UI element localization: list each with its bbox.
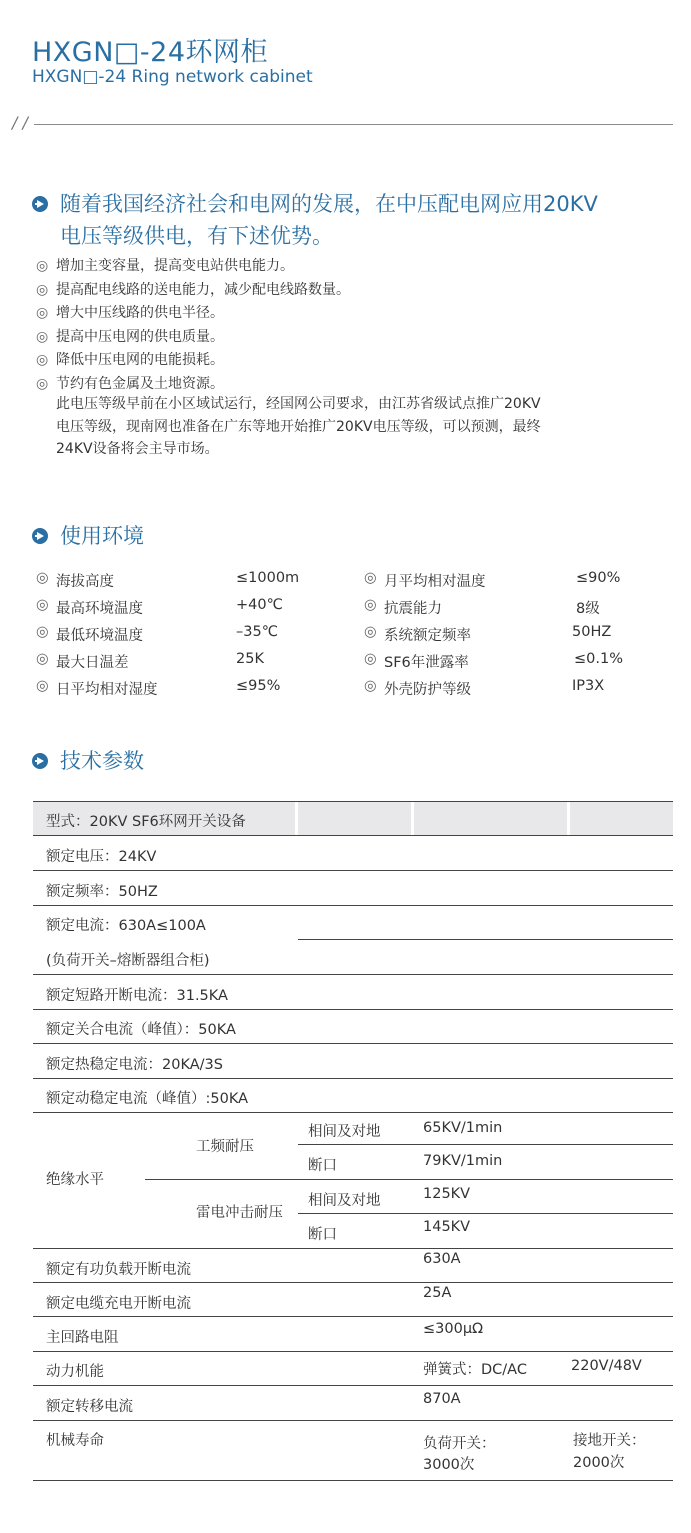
spec-earth-switch-label: 接地开关： [573,1433,646,1449]
row-divider [298,1213,673,1214]
spec-main-resistance-value: ≤300μΩ [423,1321,484,1337]
list-item: ◎ 提高中压电网的供电质量。 [36,326,350,350]
row-divider [298,939,673,940]
spec-rated-current: 额定电流：630A≤100A [46,918,206,934]
spec-pf-break-label: 断口 [308,1158,337,1174]
intro-heading-line2: 电压等级供电，有下述优势。 [60,224,333,248]
row-divider [33,1385,673,1386]
bullet-circle-icon: ◎ [36,352,49,368]
row-divider [33,905,673,906]
spec-rated-voltage: 额定电压：24KV [46,849,157,865]
header-rule [34,124,673,125]
spec-combo-note: (负荷开关–熔断器组合柜) [46,953,210,969]
spec-mechanism-label: 动力机能 [46,1364,104,1380]
spec-active-load-value: 630A [423,1251,461,1267]
bullet-circle-icon: ◎ [36,375,49,392]
row-divider [33,801,673,802]
spec-pf-break-value: 79KV/1min [423,1153,503,1169]
list-item: ◎ 增加主变容量，提高变电站供电能力。 [36,255,350,279]
spec-main-resistance-label: 主回路电阻 [46,1330,119,1346]
intro-paragraph: 此电压等级早前在小区域试运行，经国网公司要求，由江苏省级试点推广20KV 电压等级，现南网也准备在广东等地开始推广20KV电压等级，可以预测，最终 24KV设备将会主导市场。 [56,396,541,457]
bullet-circle-icon: ◎ [364,651,377,667]
spec-li-break-label: 断口 [308,1227,337,1243]
spec-short-circuit-break: 额定短路开断电流：31.5KA [46,988,228,1004]
intro-heading [32,188,598,252]
spec-li-phase-label: 相间及对地 [308,1193,381,1209]
row-divider [33,1282,673,1283]
spec-earth-switch-value: 2000次 [573,1455,625,1471]
bullet-circle-icon: ◎ [36,597,49,613]
spec-rated-frequency: 额定频率：50HZ [46,884,158,900]
spec-pf-phase-label: 相间及对地 [308,1124,381,1140]
arrow-right-icon [32,528,48,544]
spec-transfer-label: 额定转移电流 [46,1399,133,1415]
row-divider [33,1009,673,1010]
arrow-right-icon [32,753,48,769]
row-divider [145,1179,673,1180]
intro-heading-line1: 随着我国经济社会和电网的发展，在中压配电网应用20KV [60,192,598,216]
spec-cable-charging-value: 25A [423,1285,452,1301]
spec-transfer-value: 870A [423,1391,461,1407]
list-item: ◎ 增大中压线路的供电半径。 [36,302,350,326]
bullet-circle-icon: ◎ [36,258,49,274]
spec-mechanism-value2: 220V/48V [571,1358,642,1374]
row-divider [33,870,673,871]
bullet-circle-icon: ◎ [36,328,49,345]
arrow-right-icon [32,196,48,212]
spec-mech-life-label: 机械寿命 [46,1433,104,1449]
spec-model: 型式：20KV SF6环网开关设备 [46,814,246,830]
bullet-circle-icon: ◎ [364,570,377,586]
row-divider [33,1316,673,1317]
spec-mechanism-value: 弹簧式：DC/AC [423,1362,527,1378]
header-cell-bg [570,801,673,835]
spec-load-switch-value: 3000次 [423,1457,475,1473]
spec-closing-current: 额定关合电流（峰值）：50KA [46,1022,236,1038]
bullet-circle-icon: ◎ [36,305,49,321]
environment-heading [32,520,144,552]
row-divider [298,1144,673,1145]
bullet-circle-icon: ◎ [364,624,377,640]
bullet-circle-icon: ◎ [36,570,49,586]
bullet-circle-icon: ◎ [36,678,49,694]
spec-insulation-label: 绝缘水平 [46,1172,104,1188]
specs-heading-text: 技术参数 [60,749,144,773]
bullet-circle-icon: ◎ [364,597,377,613]
bullet-circle-icon: ◎ [36,624,49,640]
row-divider [33,1420,673,1421]
spec-power-freq-label: 工频耐压 [196,1139,254,1155]
spec-active-load-label: 额定有功负载开断电流 [46,1262,191,1278]
row-divider [33,974,673,975]
row-divider [33,835,673,836]
spec-dynamic-stability: 额定动稳定电流（峰值）:50KA [46,1091,249,1107]
bullet-circle-icon: ◎ [364,678,377,694]
row-divider [33,1351,673,1352]
list-item: ◎ 提高配电线路的送电能力，减少配电线路数量。 [36,279,350,303]
bullet-circle-icon: ◎ [36,651,49,667]
spec-load-switch-label: 负荷开关： [423,1436,496,1452]
row-divider [33,1078,673,1079]
page-title-en: HXGN□-24 Ring network cabinet [32,67,313,87]
decorative-slashes: / / [12,113,28,132]
header-cell-bg [298,801,411,835]
page-title-cn: HXGN□-24环网柜 [32,37,269,68]
spec-li-phase-value: 125KV [423,1186,471,1202]
specs-heading [32,745,144,777]
list-item: ◎ 节约有色金属及土地资源。 [36,373,350,397]
row-divider [33,1043,673,1044]
environment-heading-text: 使用环境 [60,524,144,548]
spec-lightning-label: 雷电冲击耐压 [196,1205,283,1221]
spec-thermal-stability: 额定热稳定电流：20KA/3S [46,1057,223,1073]
advantage-list [36,255,350,396]
spec-pf-phase-value: 65KV/1min [423,1120,503,1136]
spec-cable-charging-label: 额定电缆充电开断电流 [46,1296,191,1312]
row-divider [33,1112,673,1113]
bullet-circle-icon: ◎ [36,281,49,298]
row-divider [33,1248,673,1249]
header-cell-bg [414,801,567,835]
spec-li-break-value: 145KV [423,1219,471,1235]
list-item: ◎ 降低中压电网的电能损耗。 [36,349,350,373]
row-divider [33,1480,673,1481]
